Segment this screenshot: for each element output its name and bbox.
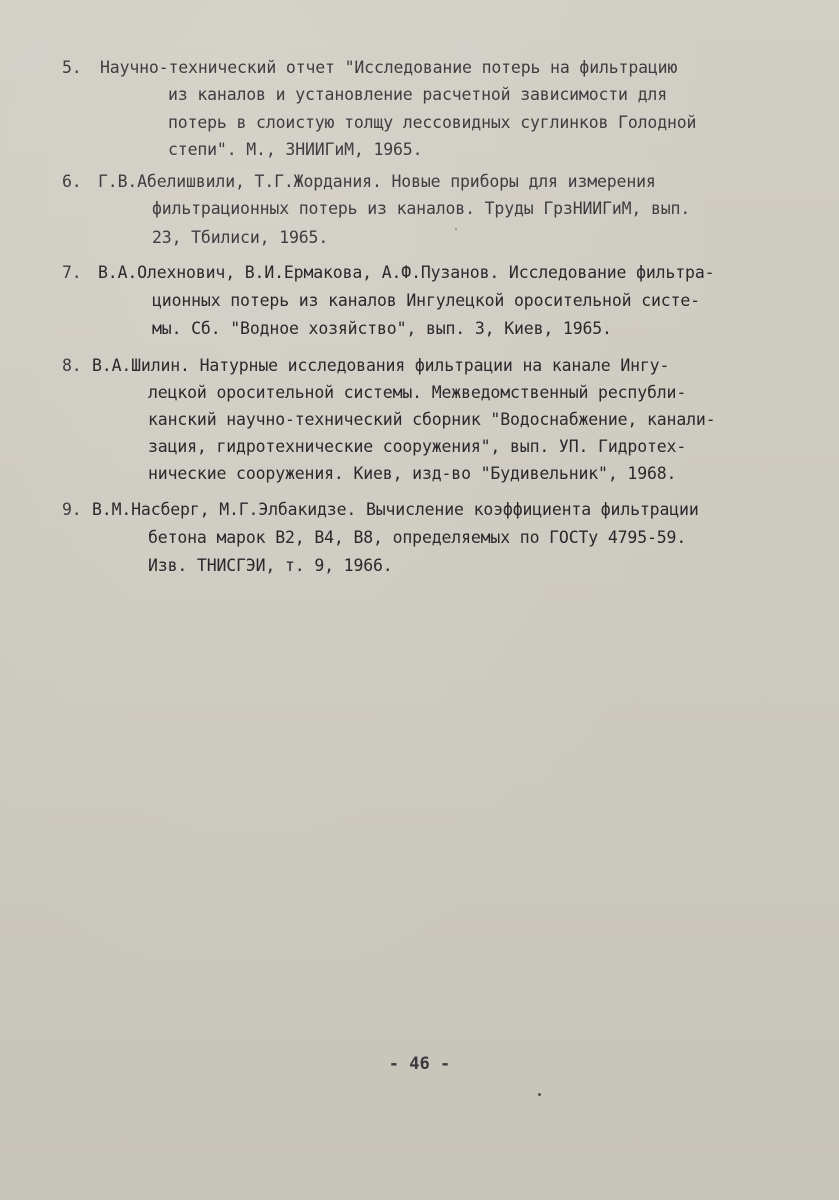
reference-line: Научно-технический отчет "Исследование потерь на фильтрацию — [100, 58, 678, 77]
paper-speck — [455, 228, 457, 230]
reference-line: из каналов и установление расчетной зависимости для — [168, 85, 667, 104]
reference-line: потерь в слоистую толщу лессовидных суглинков Голодной — [168, 113, 697, 132]
reference-line: фильтрационных потерь из каналов. Труды ГрзНИИГиМ, вып. — [152, 199, 691, 218]
reference-line: канский научно-технический сборник "Водоснабжение, канали- — [148, 410, 716, 429]
reference-line: мы. Сб. "Водное хозяйство", вып. 3, Киев, 1965. — [152, 319, 612, 338]
reference-line: В.М.Насберг, М.Г.Элбакидзе. Вычисление коэффициента фильтрации — [92, 500, 699, 519]
reference-line: степи". М., ЗНИИГиМ, 1965. — [168, 140, 423, 159]
reference-line: В.А.Шилин. Натурные исследования фильтрации на канале Ингу- — [92, 356, 670, 375]
reference-line: лецкой оросительной системы. Межведомственный республи- — [148, 383, 687, 402]
reference-line: зация, гидротехнические сооружения", вып. УП. Гидротех- — [148, 437, 687, 456]
reference-line: нические сооружения. Киев, изд-во "Будивельник", 1968. — [148, 464, 677, 483]
reference-line: Изв. ТНИСГЭИ, т. 9, 1966. — [148, 556, 393, 575]
reference-number: 8. — [62, 356, 82, 375]
reference-line: В.А.Олехнович, В.И.Ермакова, А.Ф.Пузанов. Исследование фильтра- — [98, 263, 715, 282]
reference-number: 6. — [62, 172, 82, 191]
reference-line: бетона марок В2, В4, В8, определяемых по ГОСТу 4795-59. — [148, 528, 687, 547]
reference-line: Г.В.Абелишвили, Т.Г.Жордания. Новые приборы для измерения — [98, 172, 656, 191]
reference-number: 7. — [62, 263, 82, 282]
paper-speck — [538, 1093, 541, 1096]
reference-line: 23, Тбилиси, 1965. — [152, 228, 329, 247]
reference-number: 5. — [62, 58, 82, 77]
reference-number: 9. — [62, 500, 82, 519]
page-number: - 46 - — [388, 1054, 451, 1074]
reference-line: ционных потерь из каналов Ингулецкой оросительной систе- — [152, 291, 700, 310]
